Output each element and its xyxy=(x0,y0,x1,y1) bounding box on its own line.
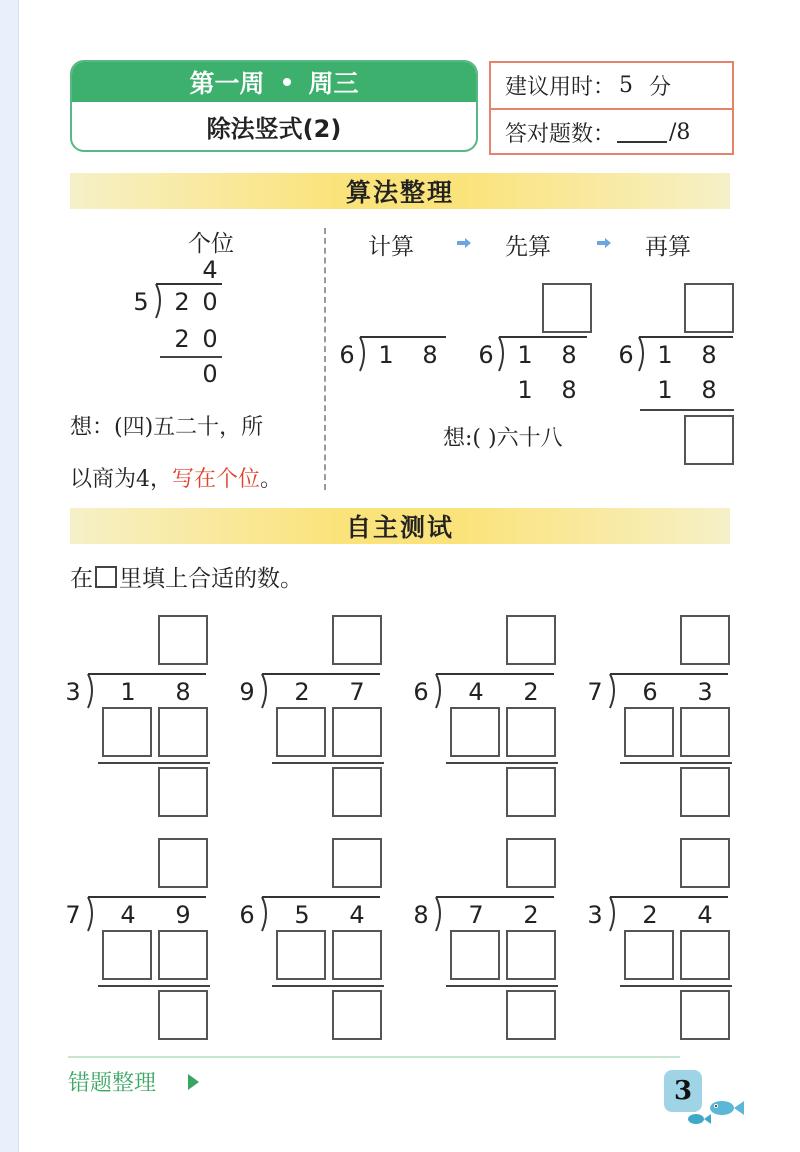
step3-divisor: 6 xyxy=(618,341,634,369)
divisor: 7 xyxy=(65,901,81,929)
dividend-ones: 3 xyxy=(697,678,713,706)
step2-product-tens: 1 xyxy=(517,376,533,404)
product-ones-box[interactable] xyxy=(158,930,208,980)
product-tens-box[interactable] xyxy=(102,930,152,980)
suggested-time-row xyxy=(491,63,732,108)
dividend-tens: 5 xyxy=(294,901,310,929)
quotient-box[interactable] xyxy=(680,838,730,888)
think-line-1: 想：(四)五二十，所 xyxy=(70,415,264,440)
week-label: 第一周 xyxy=(189,69,265,98)
quotient-box[interactable] xyxy=(506,838,556,888)
remainder-box[interactable] xyxy=(332,990,382,1040)
product-ones-box[interactable] xyxy=(332,707,382,757)
score-total: /8 xyxy=(669,120,691,145)
divisor: 6 xyxy=(413,678,429,706)
step3-quotient-box[interactable] xyxy=(684,283,734,333)
example-product-tens: 2 xyxy=(174,325,190,353)
arrow-right-icon xyxy=(597,238,611,248)
subtract-line xyxy=(272,985,384,987)
step3-product-tens: 1 xyxy=(657,376,673,404)
section-self-test-bar: 自主测试 xyxy=(70,508,730,544)
subtract-line xyxy=(272,762,384,764)
subtract-line xyxy=(98,985,210,987)
example-quotient: 4 xyxy=(202,256,218,284)
score-row xyxy=(491,108,732,155)
step-then-label: 再算 xyxy=(645,234,691,260)
step2-quotient-box[interactable] xyxy=(542,283,592,333)
step3-subtract-line xyxy=(640,409,734,411)
dividend-ones: 2 xyxy=(523,901,539,929)
step3-dividend-tens: 1 xyxy=(657,341,673,369)
page-number: 3 xyxy=(664,1070,702,1112)
subtract-line xyxy=(446,985,558,987)
time-score-box xyxy=(489,61,734,155)
lesson-title: 除法竖式(2) xyxy=(206,114,342,143)
think-prompt: 想:( )六十八 xyxy=(443,426,563,451)
example-divisor: 5 xyxy=(133,288,149,316)
lesson-header xyxy=(70,60,478,152)
dividend-tens: 6 xyxy=(642,678,658,706)
suggested-time-label: 建议用时： xyxy=(505,75,616,100)
think-line-2-end: 。 xyxy=(260,467,283,492)
footer-divider xyxy=(68,1056,680,1058)
product-tens-box[interactable] xyxy=(276,707,326,757)
dividend-ones: 9 xyxy=(175,901,191,929)
product-ones-box[interactable] xyxy=(332,930,382,980)
quotient-box[interactable] xyxy=(680,615,730,665)
step2-product-ones: 8 xyxy=(561,376,577,404)
day-label: 周三 xyxy=(308,69,359,98)
divisor: 8 xyxy=(413,901,429,929)
quotient-box[interactable] xyxy=(158,838,208,888)
example-dividend-tens: 2 xyxy=(174,288,190,316)
dividend-tens: 2 xyxy=(642,901,658,929)
dividend-tens: 4 xyxy=(468,678,484,706)
remainder-box[interactable] xyxy=(506,767,556,817)
small-fish-icon xyxy=(684,1110,712,1128)
product-ones-box[interactable] xyxy=(680,707,730,757)
step1-dividend-ones: 8 xyxy=(422,341,438,369)
example-dividend-ones: 0 xyxy=(202,288,218,316)
remainder-box[interactable] xyxy=(158,990,208,1040)
play-arrow-icon xyxy=(188,1074,199,1090)
subtract-line xyxy=(446,762,558,764)
quotient-box[interactable] xyxy=(506,615,556,665)
quotient-box[interactable] xyxy=(158,615,208,665)
mistake-review-label: 错题整理 xyxy=(68,1071,157,1096)
dividend-ones: 7 xyxy=(349,678,365,706)
dividend-tens: 1 xyxy=(120,678,136,706)
divisor: 9 xyxy=(239,678,255,706)
dividend-tens: 2 xyxy=(294,678,310,706)
divisor: 7 xyxy=(587,678,603,706)
subtract-line xyxy=(620,985,732,987)
bullet-dot-icon xyxy=(283,78,291,86)
page-spine xyxy=(0,0,19,1152)
week-day-banner xyxy=(72,62,476,102)
example-product-ones: 0 xyxy=(202,325,218,353)
think-line-2-highlight: 写在个位 xyxy=(172,467,261,492)
step1-dividend-tens: 1 xyxy=(378,341,394,369)
product-ones-box[interactable] xyxy=(158,707,208,757)
instruction-end: 里填上合适的数。 xyxy=(119,566,303,592)
place-label: 个位 xyxy=(188,231,234,257)
instruction-box-icon xyxy=(95,566,117,588)
remainder-box[interactable] xyxy=(332,767,382,817)
product-tens-box[interactable] xyxy=(450,707,500,757)
suggested-time-value: 5 xyxy=(619,73,634,98)
product-ones-box[interactable] xyxy=(506,707,556,757)
product-ones-box[interactable] xyxy=(506,930,556,980)
suggested-time-unit: 分 xyxy=(649,75,672,100)
score-label: 答对题数： xyxy=(505,122,616,147)
step3-remainder-box[interactable] xyxy=(684,415,734,465)
product-tens-box[interactable] xyxy=(624,707,674,757)
step-calc-label: 计算 xyxy=(368,234,414,260)
dividend-ones: 8 xyxy=(175,678,191,706)
step3-dividend-ones: 8 xyxy=(701,341,717,369)
step2-dividend-ones: 8 xyxy=(561,341,577,369)
product-tens-box[interactable] xyxy=(624,930,674,980)
step3-product-ones: 8 xyxy=(701,376,717,404)
subtract-line xyxy=(620,762,732,764)
remainder-box[interactable] xyxy=(506,990,556,1040)
remainder-box[interactable] xyxy=(680,767,730,817)
score-blank[interactable] xyxy=(617,123,667,143)
step2-dividend-tens: 1 xyxy=(517,341,533,369)
dividend-tens: 4 xyxy=(120,901,136,929)
dividend-ones: 4 xyxy=(349,901,365,929)
dividend-tens: 7 xyxy=(468,901,484,929)
example-remainder: 0 xyxy=(202,360,218,388)
think-line-2-start: 以商为4， xyxy=(70,467,172,492)
remainder-box[interactable] xyxy=(158,767,208,817)
instruction xyxy=(70,560,303,593)
section-algorithm-bar: 算法整理 xyxy=(70,173,730,209)
quotient-box[interactable] xyxy=(332,615,382,665)
step1-divisor: 6 xyxy=(339,341,355,369)
divisor: 3 xyxy=(65,678,81,706)
product-tens-box[interactable] xyxy=(450,930,500,980)
instruction-start: 在 xyxy=(70,566,93,592)
product-tens-box[interactable] xyxy=(102,707,152,757)
product-ones-box[interactable] xyxy=(680,930,730,980)
think-line-2 xyxy=(70,462,282,493)
step2-divisor: 6 xyxy=(478,341,494,369)
quotient-box[interactable] xyxy=(332,838,382,888)
section-divider xyxy=(324,228,326,490)
arrow-right-icon xyxy=(457,238,471,248)
example-subtract-line xyxy=(160,356,222,358)
remainder-box[interactable] xyxy=(680,990,730,1040)
divisor: 3 xyxy=(587,901,603,929)
subtract-line xyxy=(98,762,210,764)
dividend-ones: 4 xyxy=(697,901,713,929)
product-tens-box[interactable] xyxy=(276,930,326,980)
divisor: 6 xyxy=(239,901,255,929)
step-first-label: 先算 xyxy=(505,234,551,260)
dividend-ones: 2 xyxy=(523,678,539,706)
